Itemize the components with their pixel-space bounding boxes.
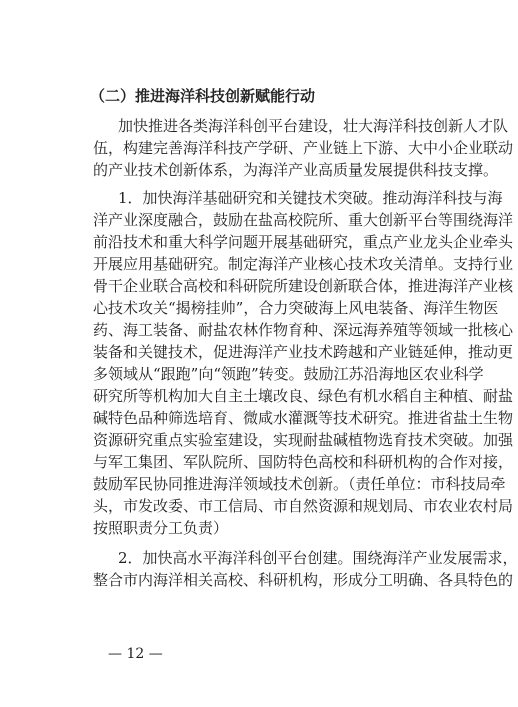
paragraph-line: 碱特色品种筛选培育、微咸水灌溉等技术研究。推进省盐土生物 — [93, 409, 514, 427]
paragraph-line: 头，市发改委、市工信局、市自然资源和规划局、市农业农村局 — [93, 497, 514, 515]
paragraph-line: 研究所等机构加大自主土壤改良、绿色有机水稻自主种植、耐盐 — [93, 387, 514, 405]
paragraph-line: 资源研究重点实验室建设，实现耐盐碱植物选育技术突破。加强 — [93, 431, 514, 449]
paragraph-line: 加快推进各类海洋科创平台建设，壮大海洋科技创新人才队 — [118, 117, 509, 135]
paragraph-line: 装备和关键技术，促进海洋产业技术跨越和产业链延伸，推动更 — [93, 343, 514, 361]
paragraph-line: 心技术攻关“揭榜挂帅”，合力突破海上风电装备、海洋生物医 — [93, 299, 499, 317]
paragraph-line: 药、海工装备、耐盐农林作物育种、深远海养殖等领域一批核心 — [93, 321, 514, 339]
paragraph-line: 与军工集团、军队院所、国防特色高校和科研机构的合作对接， — [93, 453, 514, 471]
paragraph-line: 整合市内海洋相关高校、科研机构，形成分工明确、各具特色的 — [93, 571, 514, 589]
paragraph-line: 的产业技术创新体系，为海洋产业高质量发展提供科技支撑。 — [93, 161, 499, 179]
paragraph-line: 洋产业深度融合，鼓励在盐高校院所、重大创新平台等围绕海洋 — [93, 211, 514, 229]
paragraph-line: 2．加快高水平海洋科创平台创建。围绕海洋产业发展需求， — [118, 549, 518, 567]
paragraph-line: 开展应用基础研究。制定海洋产业核心技术攻关清单。支持行业 — [93, 255, 514, 273]
section-heading: （二）推进海洋科技创新赋能行动 — [90, 87, 316, 105]
paragraph-line: 多领域从“跟跑”向“领跑”转变。鼓励江苏沿海地区农业科学 — [93, 365, 484, 383]
page-number: — 12 — — [108, 646, 163, 662]
paragraph-line: 伍，构建完善海洋科技产学研、产业链上下游、大中小企业联动 — [93, 139, 514, 157]
paragraph-line: 骨干企业联合高校和科研院所建设创新联合体，推进海洋产业核 — [93, 277, 514, 295]
paragraph-line: 鼓励军民协同推进海洋领域技术创新。（责任单位：市科技局牵 — [93, 475, 506, 493]
paragraph-line: 前沿技术和重大科学问题开展基础研究，重点产业龙头企业牵头 — [93, 233, 514, 251]
paragraph-line: 1．加快海洋基础研究和关键技术突破。推动海洋科技与海 — [118, 189, 503, 207]
paragraph-line: 按照职责分工负责） — [93, 519, 229, 537]
